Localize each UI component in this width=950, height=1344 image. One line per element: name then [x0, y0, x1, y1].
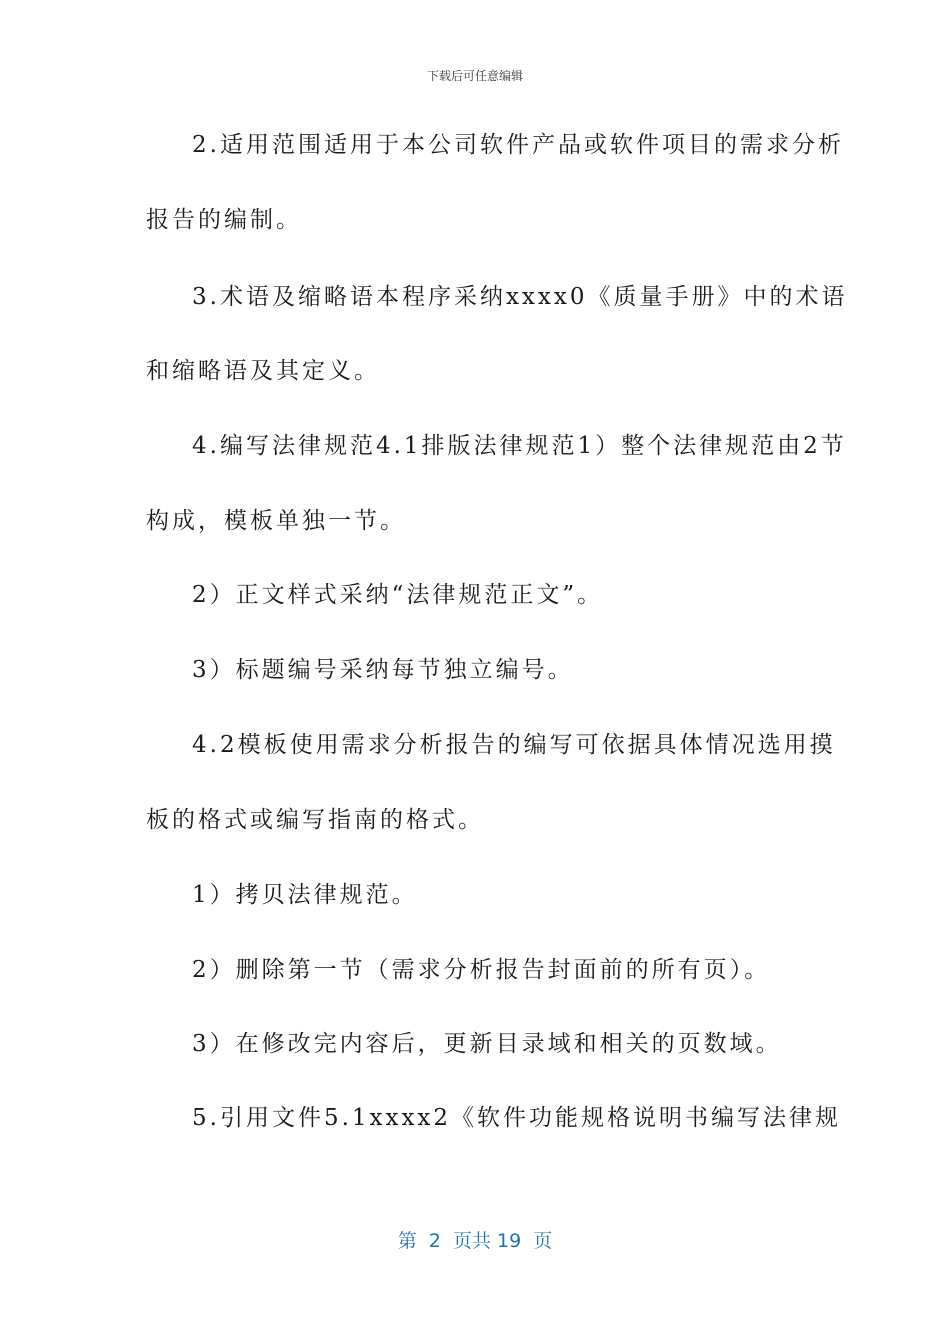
- page-header: 下载后可任意编辑: [426, 69, 523, 83]
- paragraph-line: 构成，模板单独一节。: [146, 508, 406, 534]
- paragraph-line: 2.适用范围适用于本公司软件产品或软件项目的需求分析: [192, 132, 844, 158]
- paragraph-line: 3.术语及缩略语本程序采纳xxxx0《质量手册》中的术语: [192, 284, 848, 310]
- page-number-footer: 第 2 页共 19 页: [397, 1230, 553, 1252]
- paragraph-line: 和缩略语及其定义。: [146, 358, 380, 384]
- paragraph-line: 4.编写法律规范4.1排版法律规范1）整个法律规范由2节: [192, 433, 847, 459]
- paragraph-line: 3）标题编号采纳每节独立编号。: [192, 657, 574, 683]
- paragraph-line: 板的格式或编写指南的格式。: [146, 807, 484, 833]
- paragraph-line: 3）在修改完内容后，更新目录域和相关的页数域。: [192, 1031, 782, 1057]
- paragraph-line: 2）正文样式采纳“法律规范正文”。: [192, 582, 604, 608]
- paragraph-line: 2）删除第一节（需求分析报告封面前的所有页）。: [192, 957, 771, 983]
- paragraph-line: 报告的编制。: [146, 207, 302, 233]
- paragraph-line: 5.引用文件5.1xxxx2《软件功能规格说明书编写法律规: [192, 1105, 842, 1131]
- paragraph-line: 4.2模板使用需求分析报告的编写可依据具体情况选用摸: [192, 732, 836, 758]
- paragraph-line: 1）拷贝法律规范。: [192, 882, 418, 908]
